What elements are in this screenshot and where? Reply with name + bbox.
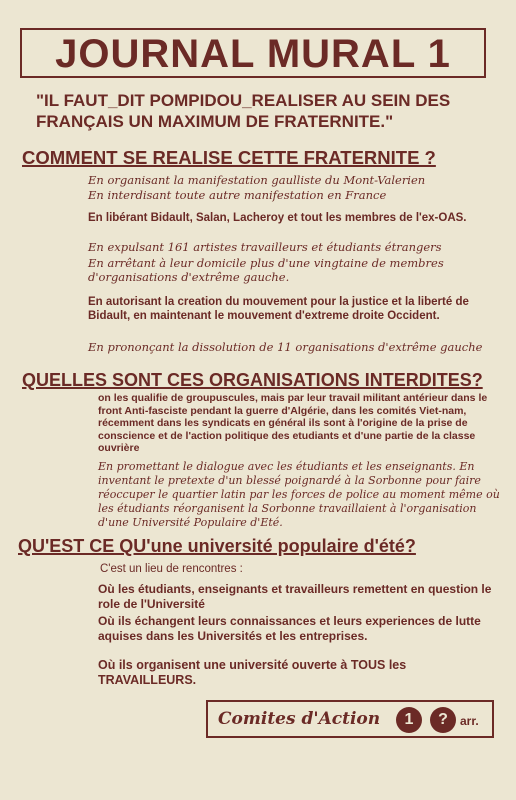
section2-heading	[22, 370, 483, 391]
section1-line-1: En organisant la manifestation gaulliste du Mont-Valerien	[88, 173, 426, 187]
poster-title: JOURNAL MURAL 1	[55, 32, 451, 76]
section3-heading-text: QU'EST CE QU'une université populaire d'été?	[18, 536, 416, 556]
section3-heading	[18, 536, 416, 557]
section3-item2: Où ils échangent leurs connaissances et leurs experiences de lutte aquises dans les Universités et les entreprises.	[98, 614, 481, 643]
pompidou-quote: "IL FAUT_DIT POMPIDOU_REALISER AU SEIN DES FRANÇAIS UN MAXIMUM DE FRATERNITE."	[36, 91, 451, 131]
section1-line-2: En interdisant toute autre manifestation en France	[88, 188, 387, 202]
comites-action-box	[206, 700, 494, 738]
section3-item1: Où les étudiants, enseignants et travailleurs remettent en question le role de l'Université	[98, 582, 492, 611]
title-box	[20, 28, 486, 78]
section2-body2: En promettant le dialogue avec les étudiants et les enseignants. En inventant le pretexte d'un blessé poignardé à la Sorbonne pour faire réoccuper le quartier latin par les forces de police au moment même où les étudiants réorganisent la Sorbonne travaillaient à l'organisation d'une Université Populaire d'Eté.	[98, 460, 500, 529]
section2-heading-text: QUELLES SONT CES ORGANISATIONS INTERDITES?	[22, 370, 483, 390]
section3-intro: C'est un lieu de rencontres :	[100, 563, 243, 575]
section1-heading-text: COMMENT SE REALISE CETTE FRATERNITE ?	[22, 147, 436, 168]
comites-action-label: Comites d'Action	[218, 709, 381, 729]
section2-body: on les qualifie de groupuscules, mais par leur travail militant antérieur dans le front Anti-fasciste pendant la guerre d'Algérie, dans les comités Viet-nam, récemment dans les syndicats en général ils sont à l'origine de la prise de conscience et de l'action politique des etudiants et d'une partie de la classe ouvrière	[98, 392, 488, 454]
circle-badge-2: ?	[430, 707, 456, 733]
arr-label: arr.	[460, 714, 479, 728]
section1-line-7: En prononçant la dissolution de 11 organisations d'extrême gauche	[88, 340, 483, 354]
circle-badge-1: 1	[396, 707, 422, 733]
section1-line-4: En expulsant 161 artistes travailleurs et étudiants étrangers	[88, 240, 442, 254]
section1-line-5: En arrêtant à leur domicile plus d'une vingtaine de membres d'organisations d'extrême gauche.	[88, 256, 444, 284]
section1-heading	[22, 147, 436, 169]
section3-item3: Où ils organisent une université ouverte à TOUS les TRAVAILLEURS.	[98, 658, 407, 687]
section1-line-6: En autorisant la creation du mouvement pour la justice et la liberté de Bidault, en maintenant le mouvement d'extreme droite Occident.	[88, 296, 469, 322]
section1-line-3: En libérant Bidault, Salan, Lacheroy et tout les membres de l'ex-OAS.	[88, 212, 467, 224]
